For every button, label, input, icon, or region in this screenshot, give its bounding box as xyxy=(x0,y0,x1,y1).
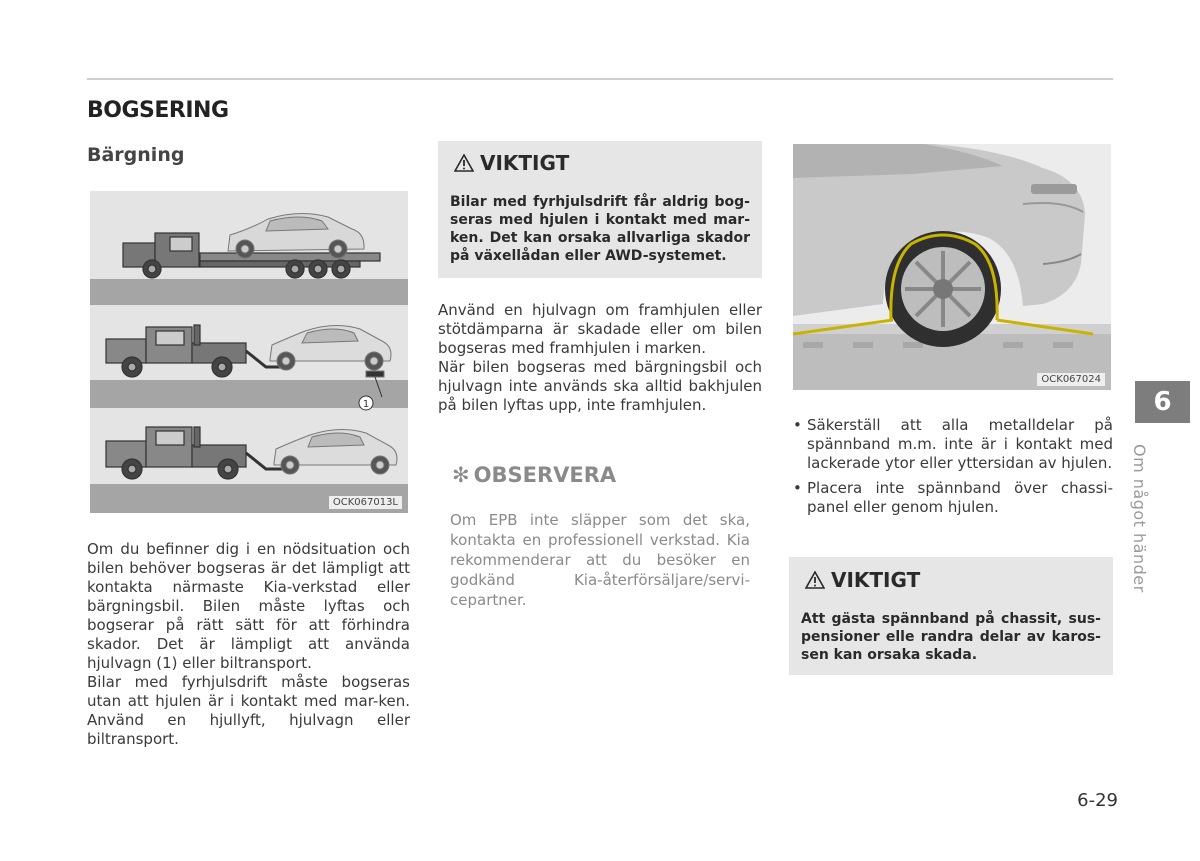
wheel-lift-truck xyxy=(106,325,290,377)
note-title-text: OBSERVERA xyxy=(473,463,617,487)
callout-number-1: 1 xyxy=(362,399,370,410)
left-body-text xyxy=(87,540,410,749)
left-paragraph-1: Om du befinner dig i en nödsituation och bilen behöver bogseras är det lämpligt att kontakta närmaste Kia-verkstad eller bärgningsbil. Bilen måste lyftas och bogserar på rätt sätt för att förhindra skador. Det är lämpligt att använda hjulvagn (1) eller biltransport. xyxy=(87,540,410,672)
middle-paragraph-2: När bilen bogseras med bärgningsbil och hjulvagn inte används ska alltid bakhjulen på bilen lyftas upp, inte framhjulen. xyxy=(438,358,762,414)
note-body: Om EPB inte släpper som det ska, kontakta en professionell verkstad. Kia rekommenderar att du besöker en godkänd Kia-återförsäljare/servi-cepartner. xyxy=(450,511,750,609)
warning-body-1: Bilar med fyrhjulsdrift får aldrig bog-seras med hjulen i kontakt med mar-ken. Det kan orsaka allvarliga skador på växellådan eller AWD-systemet. xyxy=(450,194,750,264)
warning-title-1 xyxy=(454,151,569,175)
right-bullet-list xyxy=(791,416,1113,523)
asterisk-note-icon: ✻ xyxy=(452,463,470,487)
bullet-item: • Placera inte spännband över chassi-panel eller genom hjulen. xyxy=(791,479,1113,517)
towed-car-1 xyxy=(228,213,364,258)
note-title xyxy=(452,463,616,487)
towed-car-2 xyxy=(270,325,391,377)
tie-down-illustration xyxy=(793,144,1111,390)
warning-body-2: Att gästa spännband på chassit, sus-pensioner elle randra delar av karos-sen kan orsaka skada. xyxy=(801,611,1101,663)
warning-box-2 xyxy=(789,557,1113,675)
warning-triangle-icon xyxy=(805,571,825,589)
middle-body-text xyxy=(438,301,762,415)
bullet-item: • Säkerställ att alla metalldelar på spännband m.m. inte är i kontakt med lackerade ytor eller yttersidan av hjulen. xyxy=(791,416,1113,473)
header-rule xyxy=(87,78,1113,80)
subsection-title: Bärgning xyxy=(87,144,185,166)
warning-title-2 xyxy=(805,568,920,592)
towing-illustration xyxy=(90,191,408,513)
wheel-lift-truck-2 xyxy=(106,427,286,479)
warning-box-1 xyxy=(438,141,762,278)
middle-paragraph-1: Använd en hjulvagn om framhjulen eller stötdämparna är skadade eller om bilen bogseras med framhjulen i marken. xyxy=(438,301,762,357)
chapter-side-label: Om något händer xyxy=(1130,444,1149,593)
figure-code-right: OCK067024 xyxy=(1037,373,1105,386)
warning-title-text-1: VIKTIGT xyxy=(480,151,570,175)
left-paragraph-2: Bilar med fyrhjulsdrift måste bogseras utan att hjulen är i kontakt med mar-ken. Använd en hjullyft, hjulvagn eller biltransport. xyxy=(87,673,410,748)
tie-down-figure xyxy=(793,144,1111,390)
page-number: 6-29 xyxy=(1077,790,1118,811)
chapter-tab: 6 xyxy=(1135,381,1190,423)
section-title: BOGSERING xyxy=(87,98,229,123)
towing-methods-figure xyxy=(90,191,408,513)
warning-triangle-icon xyxy=(454,154,474,172)
towed-car-3 xyxy=(274,429,397,474)
figure-code: OCK067013L xyxy=(329,496,402,509)
warning-title-text-2: VIKTIGT xyxy=(831,568,921,592)
